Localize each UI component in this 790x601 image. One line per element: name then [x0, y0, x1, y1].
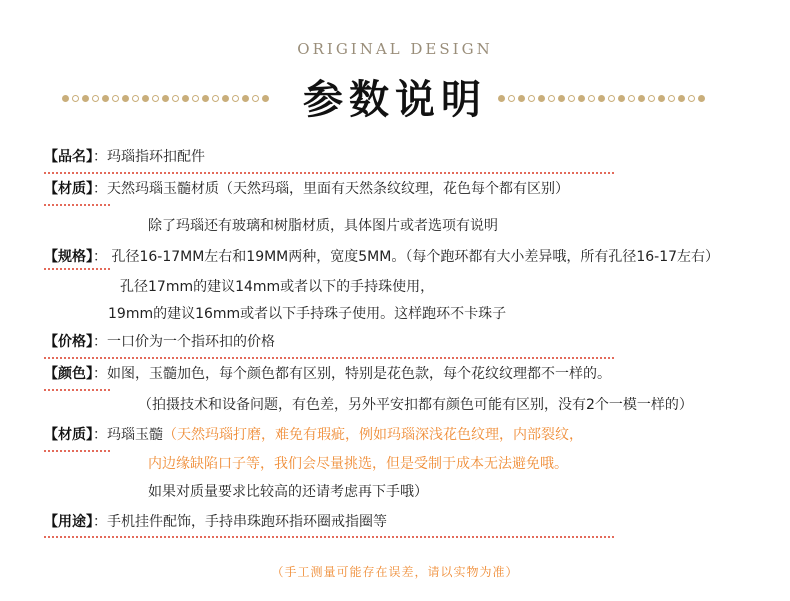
- separator: [44, 268, 110, 270]
- value-quality-orange: （天然玛瑙打磨，难免有瑕疵，例如玛瑙深浅花色纹理，内部裂纹，: [163, 427, 583, 443]
- label-quality: 【材质】: [44, 427, 93, 443]
- value-spec-line3: 19mm的建议16mm或者以下手持珠子使用。这样跑环不卡珠子: [108, 306, 507, 322]
- value-quality-line2: 内边缘缺陷口子等，我们会尽量挑选，但是受制于成本无法避免哦。: [148, 456, 568, 472]
- label-price: 【价格】: [44, 334, 93, 350]
- label-material: 【材质】: [44, 181, 93, 197]
- value-color-note: （拍摄技术和设备问题，有色差，另外平安扣都有颜色可能有区别，没有2个一模一样的）: [138, 397, 693, 413]
- separator: [44, 389, 110, 391]
- value-color: ：如图，玉髓加色，每个颜色都有区别，特别是花色款，每个花纹纹理都不一样的。: [93, 366, 611, 382]
- right-dot-ornament: [498, 92, 705, 104]
- separator: [44, 172, 614, 174]
- row-product-name: [44, 148, 205, 166]
- value-spec-line2: 孔径17mm的建议14mm或者以下的手持珠使用，: [120, 279, 435, 295]
- label-product-name: 【品名】: [44, 149, 93, 165]
- row-spec: [44, 248, 719, 266]
- label-use: 【用途】: [44, 514, 93, 530]
- value-material-note: 除了玛瑙还有玻璃和树脂材质，具体图片或者选项有说明: [148, 218, 498, 234]
- left-dot-ornament: [62, 92, 269, 104]
- value-product-name: ：玛瑙指环扣配件: [93, 149, 205, 165]
- header-subtitle: ORIGINAL DESIGN: [297, 40, 493, 58]
- value-spec: ： 孔径16-17MM左右和19MM两种，宽度5MM。（每个跑环都有大小差异哦，所有孔径16-17左右）: [93, 249, 720, 265]
- label-color: 【颜色】: [44, 366, 93, 382]
- footer-note: （手工测量可能存在误差，请以实物为准）: [271, 565, 519, 579]
- row-color-note: [138, 396, 693, 414]
- separator: [44, 204, 110, 206]
- value-quality-line3: 如果对质量要求比较高的还请考虑再下手哦）: [148, 484, 428, 500]
- row-material-note: [148, 217, 498, 235]
- separator: [44, 536, 614, 538]
- page-title: 参数说明: [303, 76, 487, 123]
- value-price: ：一口价为一个指环扣的价格: [93, 334, 275, 350]
- row-quality-line2: [148, 455, 568, 473]
- label-spec: 【规格】: [44, 249, 93, 265]
- row-spec-line2: [120, 278, 434, 296]
- value-material: ：天然玛瑙玉髓材质（天然玛瑙，里面有天然条纹纹理，花色每个都有区别）: [93, 181, 569, 197]
- value-quality-plain: ：玛瑙玉髓: [93, 427, 163, 443]
- row-quality: [44, 426, 583, 444]
- row-price: [44, 333, 275, 351]
- row-spec-line3: [108, 305, 506, 323]
- row-quality-line3: [148, 483, 428, 501]
- value-use: ：手机挂件配饰，手持串珠跑环指环圈戒指圈等: [93, 514, 387, 530]
- separator: [44, 450, 110, 452]
- separator: [44, 357, 614, 359]
- row-color: [44, 365, 611, 383]
- row-material: [44, 180, 569, 198]
- row-use: [44, 513, 387, 531]
